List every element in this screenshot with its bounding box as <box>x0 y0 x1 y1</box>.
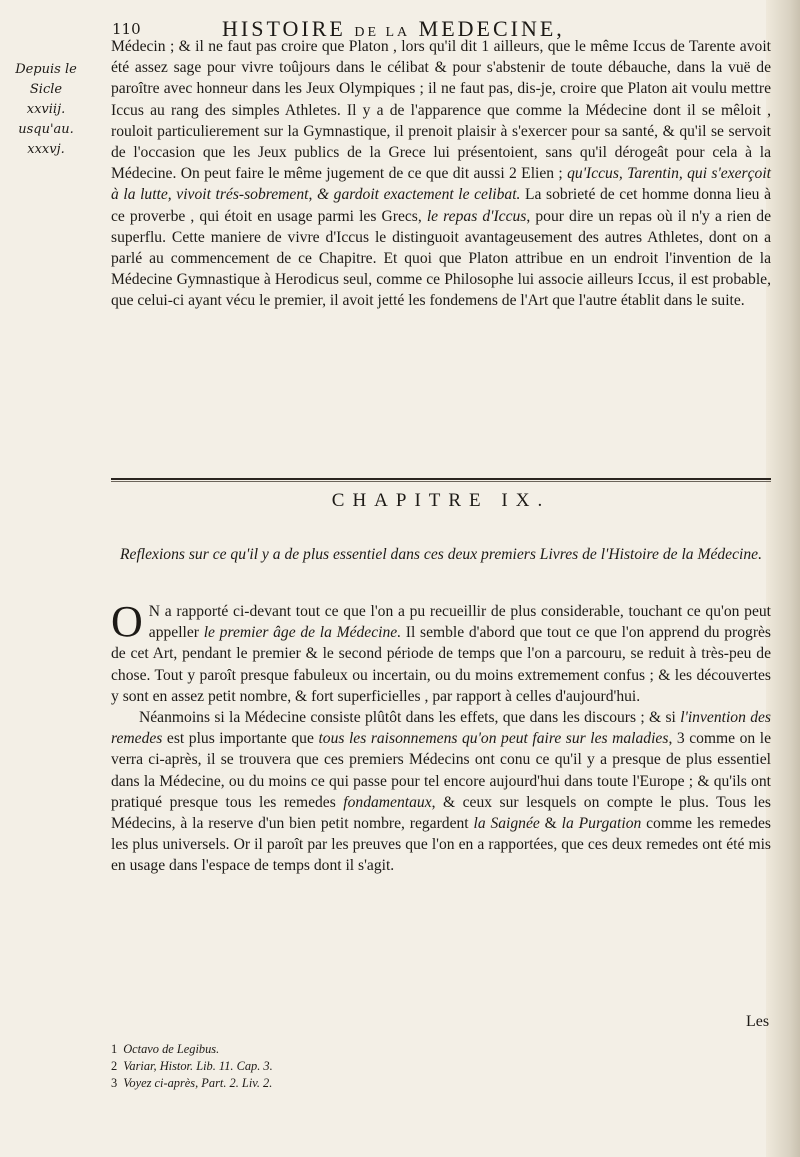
text-run: est plus importante que <box>162 730 319 748</box>
text-run: Il semble d'abord que tout ce que l'on apprend du progrès de cet Art, pendant le premier & le second période de temps que l'on a parcouru, se reduit à très-peu de chose. Tout y paroît presque fabuleux ou incertain, ou du moins extremement confus ; & les découvertes y sont en assez petit nombre, & fort superficielles , par rapport à celles d'aujourd'hui. <box>111 624 771 705</box>
chapter-heading: CHAPITRE IX. <box>331 490 551 511</box>
page-edge <box>766 0 800 1157</box>
margin-note-line: Depuis le <box>15 62 77 77</box>
footnote-number: 3 <box>111 1076 118 1090</box>
margin-note-line: xxxvj. <box>27 142 65 157</box>
text-run: Néanmoins si la Médecine consiste plûtôt dans les effets, que dans les discours ; & si <box>139 709 681 727</box>
italic-run: l'invention des remedes <box>111 709 771 748</box>
text-run: , 3 comme on le verra ci-après, il se trouvera que ces premiers Médecins ont conu ce qu'il y a presque de plus essentiel dans la Médecine, ou du moins ce qui passe pour tel encore aujourd'hui dans toute l'Europe ; & qu'ils ont pratiqué presque tous les remedes <box>111 730 771 811</box>
italic-run: qu'Iccus, Tarentin, qui s'exerçoit à la lutte, vivoit trés-sobrement, & gardoit exactement le celibat. <box>111 165 771 204</box>
footnote <box>111 1058 511 1075</box>
italic-run: la Saignée <box>473 815 540 833</box>
text-run: N a rapporté ci-devant tout ce que l'on a pu recueillir de plus considerable, touchant ce qu'on peut appeller <box>148 603 771 642</box>
text-run: , pour dire un repas où il n'y a rien de superflu. Cette maniere de vivre d'Iccus le distinguoit avantageusement des autres Athletes, dont on a parlé au commencement de ce Chapitre. Et quoi que Platon attribue en un endroit l'invention de la Médecine Gymnastique à Herodicus seul, comme ce Philosophe lui associe ailleurs Iccus, il est probable, que celui-ci ayant vécu le premier, il avoit jetté les fondemens de l'Art que l'autre établit dans le suite. <box>111 207 771 310</box>
footnote-number: 2 <box>111 1059 118 1073</box>
italic-run: le premier âge de la Médecine. <box>203 624 402 642</box>
text-run: & <box>539 815 562 833</box>
italic-run: le repas d'Iccus <box>426 207 527 225</box>
title-word: HISTOIRE <box>222 16 346 41</box>
margin-note-line: xxviij. <box>26 102 66 117</box>
drop-cap: O <box>111 597 143 646</box>
margin-note <box>6 60 86 160</box>
footnote <box>111 1075 511 1092</box>
chapter-body <box>111 597 771 877</box>
text-run: Médecin ; & il ne faut pas croire que Platon , lors qu'il dit 1 ailleurs, que le même Iccus de Tarente avoit été assez sage pour vivre toûjours dans le célibat & pour s'abstenir de toute débauche, dans la vuë de paroître avec honneur dans les Jeux Olympiques ; il ne faut pas, dis-je, croire que Platon ait voulu mettre Iccus au rang des simples Athletes. Il y a de l'apparence que comme la Médecine dont il se mêloit , rouloit particulierement sur la Gymnastique, il prenoit plaisir à s'exercer pour sa santé, & qu'il se servoit de l'occasion que les Jeux publics de la Grece lui présentoient, sans qu'il dérogeât pour cela à la Médecine. On peut faire le même jugement de ce que dit aussi 2 Elien ; <box>111 38 771 183</box>
footnote-text: Variar, Histor. Lib. 11. Cap. 3. <box>123 1059 273 1073</box>
footnote-text: Octavo de Legibus. <box>123 1042 220 1056</box>
chapter-subtitle: Reflexions sur ce qu'il y a de plus essentiel dans ces deux premiers Livres de l'Histoire de la Médecine. <box>120 546 762 563</box>
footnote-number: 1 <box>111 1042 118 1056</box>
paragraph <box>111 707 771 877</box>
section-divider <box>111 478 771 482</box>
italic-run: la Purgation <box>561 815 642 833</box>
footnotes <box>111 1041 511 1092</box>
paragraph-continued <box>111 36 771 312</box>
margin-note-line: usqu'au. <box>18 122 74 137</box>
italic-run: tous les raisonnemens qu'on peut faire sur les maladies <box>318 730 669 748</box>
footnote <box>111 1041 511 1058</box>
page-number: 110 <box>112 20 141 38</box>
margin-note-line: Sicle <box>29 82 63 97</box>
footnote-text: Voyez ci-après, Part. 2. Liv. 2. <box>123 1076 273 1090</box>
text-run: comme les remedes les plus universels. Or il paroît par les preuves que l'on en a rapportées, que ces deux remedes ont été mis en usage dans l'espace de temps dont il s'agit. <box>111 815 771 875</box>
italic-run: fondamentaux <box>343 793 432 811</box>
title-word: DE LA <box>354 25 411 40</box>
text-run: , & ceux sur lesquels on compte le plus. Tous les Médecins, à la reserve d'un bien petit nombre, regardent <box>111 793 771 833</box>
catchword: Les <box>746 1013 770 1030</box>
text-run: La sobrieté de cet homme donna lieu à ce proverbe , qui étoit en usage parmi les Grecs, <box>111 186 771 225</box>
title-word: MEDECINE, <box>418 16 565 41</box>
